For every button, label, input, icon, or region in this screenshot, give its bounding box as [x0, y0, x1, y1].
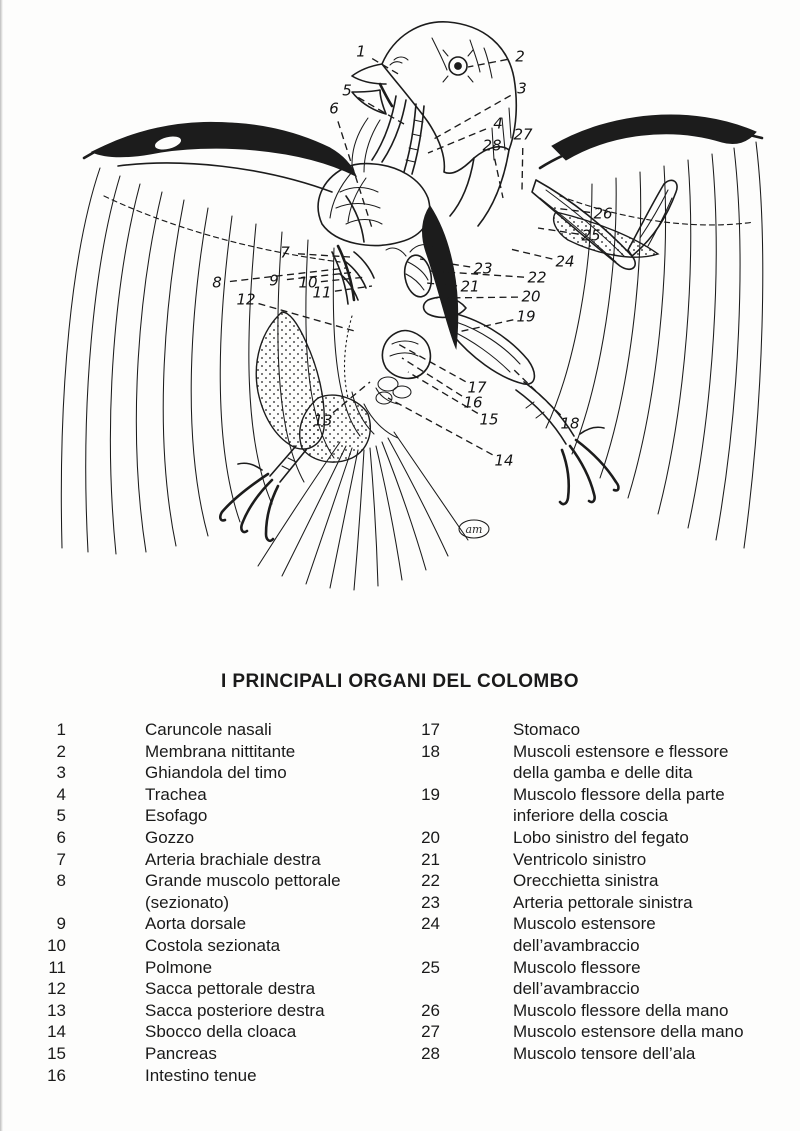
legend-item-number: 11 — [48, 957, 66, 977]
callout-number: 11 — [312, 283, 332, 302]
callout-number: 28 — [482, 136, 502, 155]
callout-leader-line — [428, 129, 486, 153]
trachea — [404, 104, 424, 174]
esophagus — [372, 96, 406, 162]
legend-item-label: Muscoli estensore e flessore della gamba e delle dita — [513, 741, 729, 783]
callout-number: 5 — [342, 81, 352, 100]
callout-number: 2 — [515, 47, 525, 66]
legend-item-label: Orecchietta sinistra — [513, 871, 659, 891]
air-sac-membrane — [345, 316, 352, 398]
legend-item-label: Muscolo flessore della mano — [513, 1000, 729, 1020]
tail-base — [300, 395, 371, 462]
callout-number: 22 — [527, 268, 547, 287]
callout-number: 8 — [212, 273, 222, 292]
legend-item-number: 8 — [56, 871, 66, 891]
legend-item-label: Muscolo flessore dell’avambraccio — [513, 957, 641, 999]
legend-item-label: Muscolo flessore della parte inferiore della coscia — [513, 784, 725, 826]
callout-leader-line — [554, 208, 590, 212]
artist-signature-text: am — [465, 523, 483, 536]
legend-item-label: Sacca pettorale destra — [145, 979, 316, 999]
legend-item-label: Grande muscolo pettorale (sezionato) — [145, 871, 341, 912]
callout-number: 7 — [280, 243, 290, 262]
legend-item-label: Intestino tenue — [145, 1065, 257, 1085]
legend-item-label: Aorta dorsale — [145, 914, 247, 934]
right-wing — [532, 115, 763, 548]
legend-item-label: Muscolo estensore della mano — [513, 1022, 744, 1042]
legend-item-label: Pancreas — [145, 1043, 217, 1063]
legend-item — [414, 1043, 765, 1065]
legend-item — [40, 978, 385, 1000]
legend-item — [414, 1000, 765, 1022]
callout-number: 6 — [329, 99, 339, 118]
callout-number: 20 — [521, 287, 541, 306]
callout-leader-line — [510, 249, 552, 259]
legend-item-number: 15 — [47, 1043, 66, 1063]
legend-item-number: 14 — [47, 1022, 66, 1042]
legend-item — [414, 849, 765, 871]
legend-item-number: 19 — [421, 784, 440, 804]
legend-item-label: Trachea — [145, 784, 207, 804]
legend-item-number: 22 — [421, 871, 440, 891]
legend-item-label: Arteria pettorale sinistra — [513, 892, 693, 912]
legend-item — [414, 1021, 765, 1043]
callout-number: 23 — [473, 259, 493, 278]
legend-item-number: 5 — [56, 806, 66, 826]
sternum-keel — [423, 206, 458, 348]
callout-number: 12 — [236, 290, 256, 309]
legend-item-label: Muscolo tensore dell’ala — [513, 1043, 696, 1063]
legend-item-number: 3 — [56, 763, 66, 783]
legend-item — [414, 827, 765, 849]
legend-item-label: Polmone — [145, 957, 213, 977]
legend-item — [40, 935, 385, 957]
artist-signature — [459, 520, 489, 538]
callout-number: 27 — [513, 125, 533, 144]
legend-item — [414, 892, 765, 914]
legend-item-number: 26 — [421, 1000, 440, 1020]
callout-number: 21 — [460, 277, 480, 296]
legend-item — [40, 1043, 385, 1065]
legend-item-number: 25 — [421, 957, 440, 977]
legend-item-label: Stomaco — [513, 720, 581, 739]
legend-item-label: Muscolo estensore dell’avambraccio — [513, 914, 656, 955]
callout-leader-line — [398, 344, 466, 382]
legend-column-right — [414, 719, 765, 1065]
legend-item — [40, 827, 385, 849]
legend-item-label: Ventricolo sinistro — [513, 849, 647, 869]
legend-item — [40, 913, 385, 935]
legend-item-number: 21 — [421, 849, 440, 869]
callout-leader-line — [522, 148, 523, 190]
callout-number: 14 — [494, 451, 514, 470]
legend-item — [40, 870, 385, 913]
crop-gozzo — [318, 164, 430, 246]
legend-item-number: 18 — [421, 741, 440, 761]
head — [352, 22, 516, 226]
legend-item-number: 4 — [56, 784, 66, 804]
legend-item — [414, 913, 765, 956]
left-wing — [61, 123, 366, 554]
legend-item — [40, 719, 385, 741]
legend-item-number: 10 — [47, 935, 66, 955]
legend-item — [40, 1000, 385, 1022]
legend-item-number: 1 — [56, 720, 66, 739]
legend-item — [40, 762, 385, 784]
legend-item-number: 23 — [421, 892, 440, 912]
callout-number: 15 — [479, 410, 499, 429]
callout-number: 10 — [298, 273, 318, 292]
legend-item-number: 12 — [47, 979, 66, 999]
callout-number: 25 — [581, 226, 601, 245]
callout-number: 1 — [356, 42, 366, 61]
legend-item — [40, 849, 385, 871]
legend-item-number: 16 — [47, 1065, 66, 1085]
legend-item-label: Gozzo — [145, 827, 195, 847]
legend-item — [414, 741, 765, 784]
legend-item — [40, 957, 385, 979]
legend-item — [40, 1065, 385, 1087]
legend-item-label: Membrana nittitante — [145, 741, 296, 761]
legend-item-label: Ghiandola del timo — [145, 763, 287, 783]
legend-item-number: 9 — [56, 914, 66, 934]
callout-number: 16 — [463, 393, 483, 412]
callout-leader-line — [436, 297, 518, 298]
callout-number: 9 — [269, 271, 279, 290]
neck-organs — [352, 96, 424, 174]
legend-column-left — [40, 719, 385, 1086]
legend-item-number: 20 — [421, 827, 440, 847]
callout-number: 4 — [493, 114, 503, 133]
legend-item — [40, 784, 385, 806]
legend-item — [414, 719, 765, 741]
callout-number: 24 — [555, 252, 575, 271]
legend-item-number: 17 — [421, 720, 440, 739]
legend-item-number: 28 — [421, 1043, 440, 1063]
nasal-caruncle — [390, 57, 408, 65]
legend-item — [414, 957, 765, 1000]
callout-number: 17 — [467, 378, 487, 397]
legend-item-label: Lobo sinistro del fegato — [513, 827, 689, 847]
callout-number: 18 — [560, 414, 580, 433]
legend-item-number: 2 — [56, 741, 66, 761]
legend-item-number: 6 — [56, 827, 66, 847]
legend-item — [40, 741, 385, 763]
legend-item-label: Caruncole nasali — [145, 720, 272, 739]
legend-item-label: Sbocco della cloaca — [145, 1022, 297, 1042]
legend-item-label: Arteria brachiale destra — [145, 849, 321, 869]
legend-item — [414, 870, 765, 892]
legend-item-label: Costola sezionata — [145, 935, 281, 955]
callout-number: 3 — [517, 79, 527, 98]
legend-item — [414, 784, 765, 827]
legend-item-number: 24 — [421, 914, 440, 934]
callout-leader-line — [372, 59, 400, 75]
legend-item-number: 13 — [47, 1000, 66, 1020]
callout-number: 19 — [516, 307, 536, 326]
legend-item-number: 27 — [421, 1022, 440, 1042]
legend-item — [40, 805, 385, 827]
legend-item-number: 7 — [56, 849, 66, 869]
legend-item-label: Esofago — [145, 806, 208, 826]
legend-item — [40, 1021, 385, 1043]
callout-number: 26 — [593, 204, 613, 223]
legend-item-label: Sacca posteriore destra — [145, 1000, 325, 1020]
beak-upper — [352, 64, 386, 84]
legend-title: I PRINCIPALI ORGANI DEL COLOMBO — [221, 671, 579, 692]
callout-number: 13 — [313, 411, 333, 430]
